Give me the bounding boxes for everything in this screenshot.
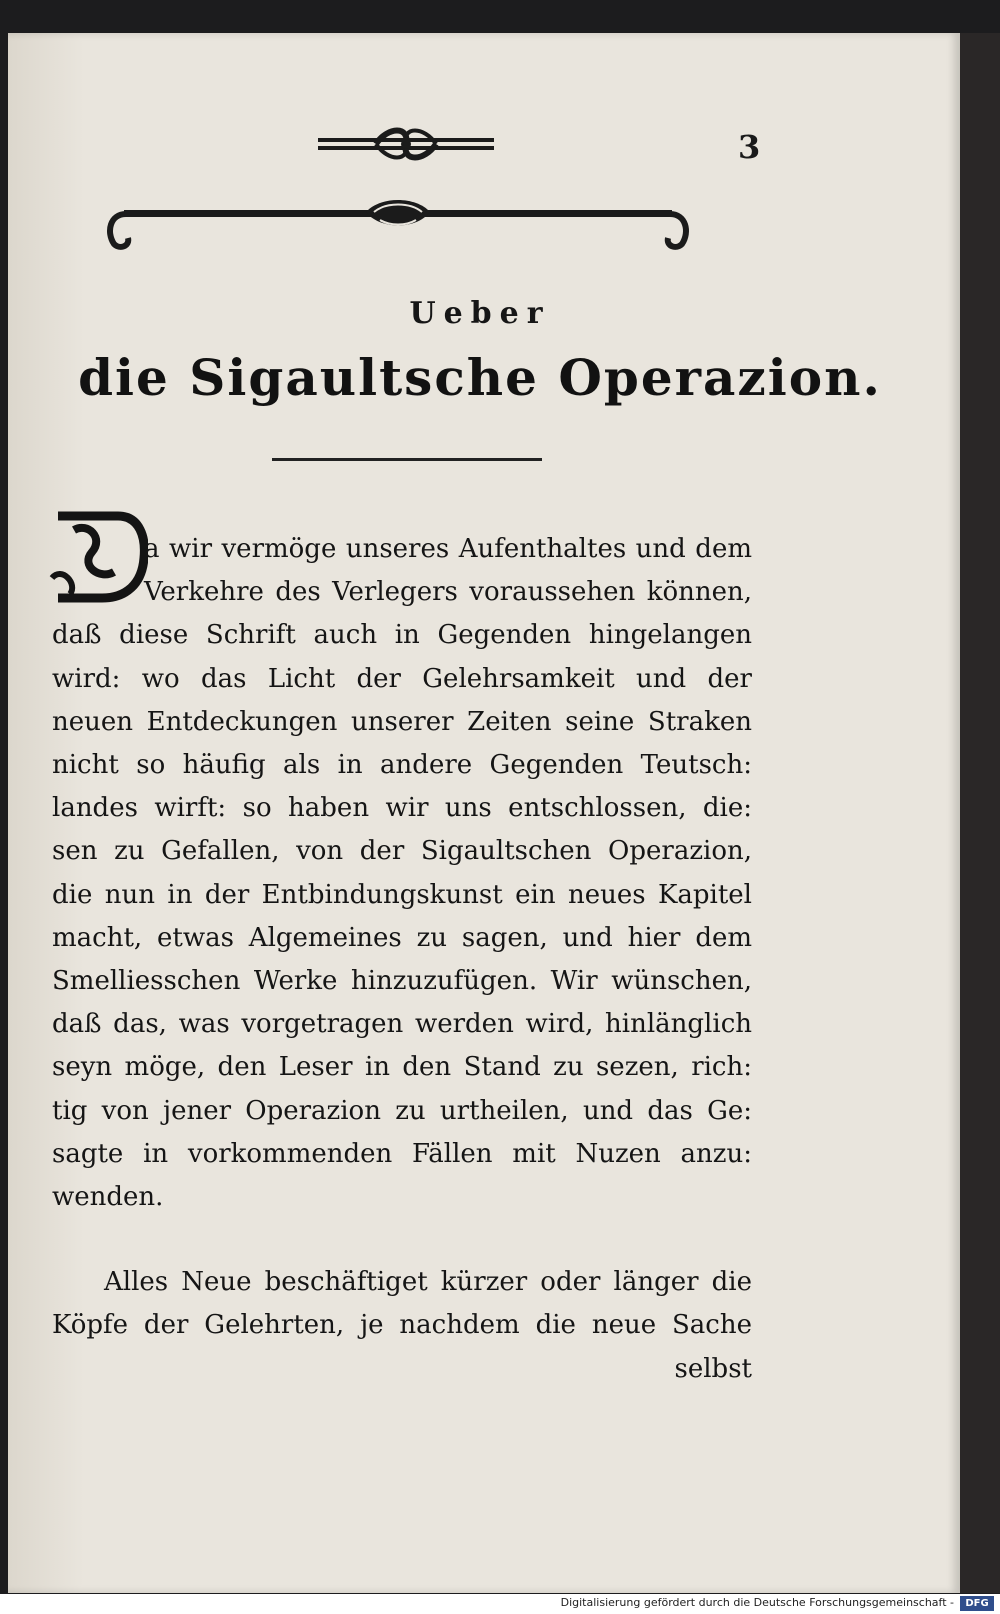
scan-edge (960, 33, 1000, 1593)
text-line: Alles Neue beschäftiget kürzer oder länger die (104, 1267, 752, 1298)
text-line: daß das, was vorgetragen werden wird, hinlänglich (52, 1009, 752, 1040)
footer-bar (0, 1594, 1000, 1614)
text-line: a wir vermöge unseres Aufenthaltes und dem (144, 534, 752, 564)
knot-ornament-icon (318, 124, 494, 166)
text-line: wird: wo das Licht der Gelehrsamkeit und der (52, 663, 752, 694)
scroll-ornament-icon (104, 192, 692, 252)
catchword: selbst (674, 1353, 752, 1384)
text-line: Smelliesschen Werke hinzuzufügen. Wir wünschen, (52, 966, 752, 997)
text-line: sen zu Gefallen, von der Sigaultschen Operazion, (52, 836, 752, 867)
text-line: sagte in vorkommenden Fällen mit Nuzen anzu: (52, 1138, 752, 1169)
text-line: Köpfe der Gelehrten, je nachdem die neue Sache (52, 1310, 752, 1341)
funding-notice: Digitalisierung gefördert durch die Deutsche Forschungsgemeinschaft - (560, 1596, 954, 1609)
chapter-prefix: Ueber (409, 296, 551, 331)
text-line: die nun in der Entbindungskunst ein neues Kapitel (52, 879, 752, 910)
body-text (52, 528, 752, 1391)
paragraph-1 (52, 528, 752, 1219)
text-line: macht, etwas Algemeines zu sagen, und hier dem (52, 922, 752, 953)
page-number: 3 (738, 128, 761, 166)
text-line: daß diese Schrift auch in Gegenden hingelangen (52, 620, 752, 651)
paragraph-2 (52, 1261, 752, 1391)
text-line: wenden. (52, 1182, 164, 1213)
text-line: nicht so häufig als in andere Gegenden Teutsch: (52, 750, 752, 781)
text-line: landes wirft: so haben wir uns entschlossen, die: (52, 793, 752, 824)
title-divider (272, 458, 542, 461)
text-line: seyn möge, den Leser in den Stand zu sezen, rich: (52, 1052, 752, 1083)
text-line: Verkehre des Verlegers voraussehen können, (144, 577, 752, 608)
dfg-logo[interactable]: DFG (960, 1596, 994, 1611)
text-line: tig von jener Operazion zu urtheilen, und das Ge: (52, 1095, 752, 1126)
text-line: neuen Entdeckungen unserer Zeiten seine Straken (52, 706, 752, 737)
chapter-title: die Sigaultsche Operazion. (78, 348, 882, 407)
